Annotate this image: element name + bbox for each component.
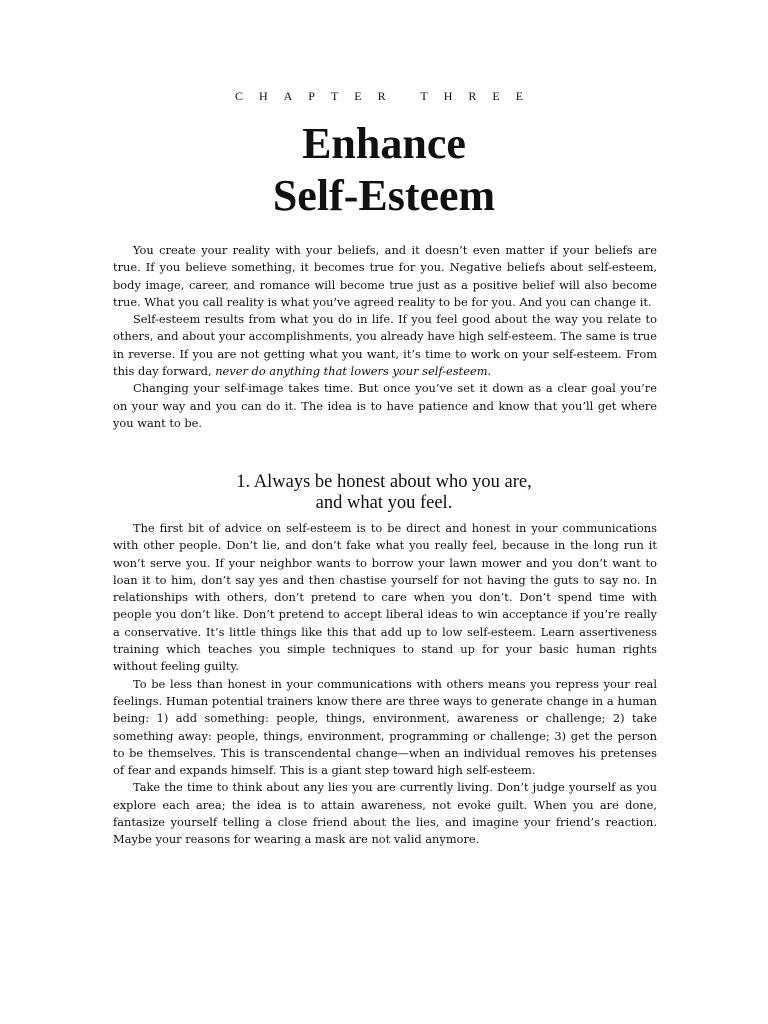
section-body [113, 520, 657, 849]
chapter-title-line-2: Self-Esteem [272, 171, 496, 220]
section-heading-line-1: 1. Always be honest about who you are, [236, 472, 532, 492]
intro-paragraph-2-emphasis: never do anything that lowers your self-esteem. [215, 364, 492, 379]
section-paragraph-2: To be less than honest in your communications with others means you repress your real feelings. Human potential trainers know there are three ways to generate change in a human being: 1) add something: people, things, environment, awareness or challenge; 2) take something away: people, things, environment, programming or challenge; 3) get the person to be themselves. This is transcendental change—when an individual removes his pretenses of fear and expands himself. This is a giant step toward high self-esteem. [113, 676, 657, 778]
section-paragraph-3: Take the time to think about any lies you are currently living. Don’t judge yourself as you explore each area; the idea is to attain awareness, not evoke guilt. When you are done, fantasize yourself telling a close friend about the lies, and imagine your friend’s reaction. Maybe your reasons for wearing a mask are not valid anymore. [113, 780, 657, 847]
chapter-label: CHAPTER THREE [234, 89, 540, 103]
section-heading-line-2: and what you feel. [315, 493, 453, 513]
section-paragraph-1: The first bit of advice on self-esteem is to be direct and honest in your communications with other people. Don’t lie, and don’t fake what you really feel, because in the long run it won’t serve you. If your neighbor wants to borrow your lawn mower and you don’t want to loan it to him, don’t say yes and then chastise yourself for not having the guts to say no. In relationships with others, don’t pretend to care when you don’t. Don’t spend time with people you don’t like. Don’t pretend to accept liberal ideas to win acceptance if you’re really a conservative. It’s little things like this that add up to low self-esteem. Learn assertiveness training which teaches you simple techniques to stand up for your basic human rights without feeling guilty. [113, 521, 657, 674]
intro-paragraph-3: Changing your self-image takes time. But once you’ve set it down as a clear goal you’re on your way and you can do it. The idea is to have patience and know that you’ll get where you want to be. [113, 381, 657, 430]
chapter-title-line-1: Enhance [302, 119, 466, 168]
chapter-title [0, 118, 768, 222]
intro-paragraph-2 [113, 311, 657, 380]
intro-text [113, 242, 657, 432]
intro-paragraph-1: You create your reality with your beliefs, and it doesn’t even matter if your beliefs are true. If you believe something, it becomes true for you. Negative beliefs about self-esteem, body image, career, and romance will become true just as a positive belief will also become true. What you call reality is what you’ve agreed reality to be for you. And you can change it. [113, 243, 657, 309]
section-heading [0, 472, 768, 514]
intro-paragraph-2-text: Self-esteem results from what you do in life. If you feel good about the way you relate to others, and about your accomplishments, you already have high self-esteem. The same is true in reverse. If you are not getting what you want, it’s time to work on your self-esteem. From this day forward, [113, 312, 657, 379]
